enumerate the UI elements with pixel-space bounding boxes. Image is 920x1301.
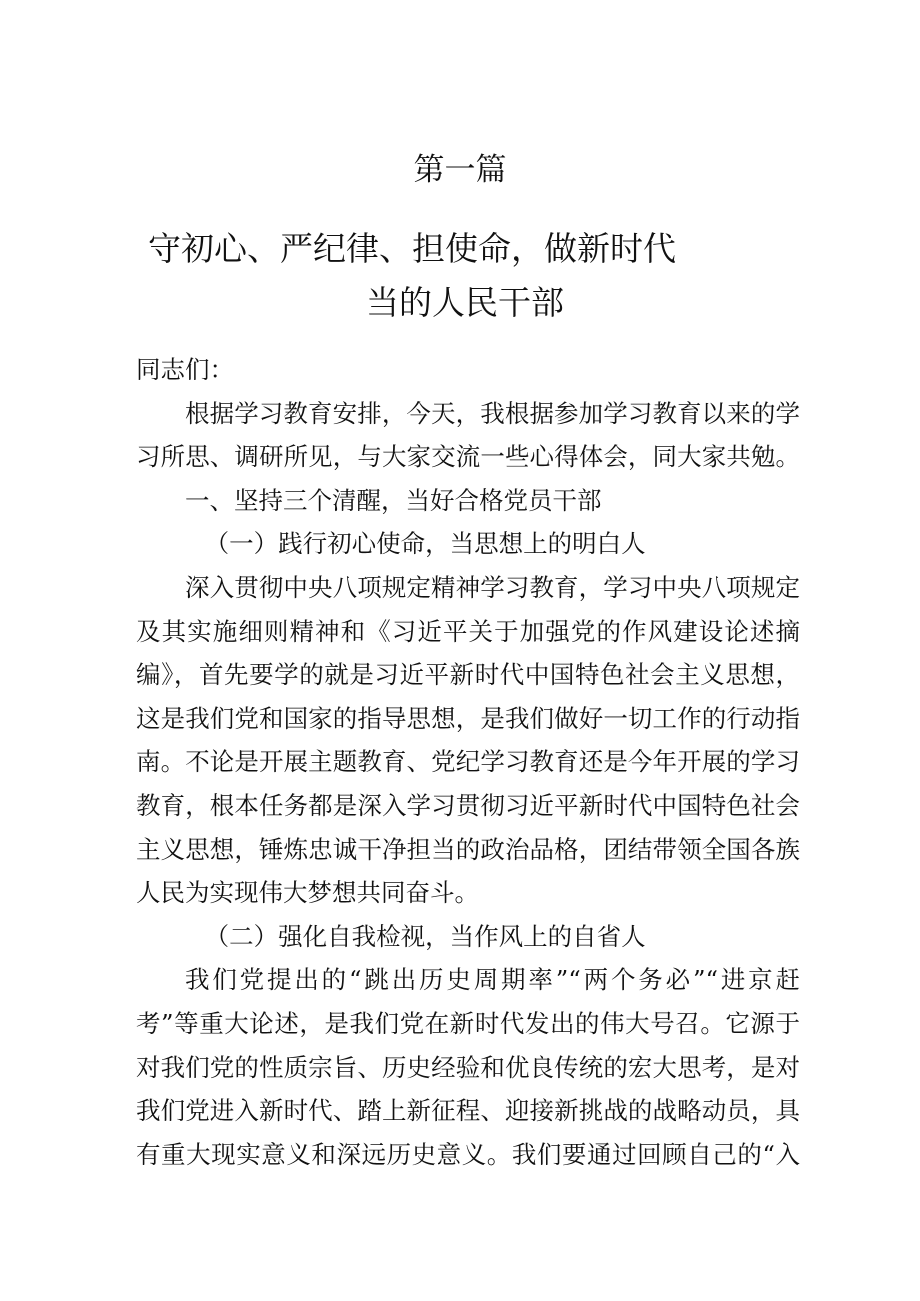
body-text: [136, 348, 800, 1176]
paragraph-line: 我们党进入新时代、踏上新征程、迎接新挑战的战略动员，具: [136, 1096, 800, 1126]
paragraph-2: [136, 958, 800, 1176]
paragraph-line: 及其实施细则精神和《习近平关于加强党的作风建设论述摘: [136, 616, 800, 646]
paragraph-1: [136, 566, 800, 915]
paragraph-line: 主义思想，锤炼忠诚干净担当的政治品格，团结带领全国各族: [136, 834, 800, 864]
chapter-heading: 第一篇: [413, 152, 507, 188]
intro-paragraph: [136, 392, 800, 479]
intro-line: 习所思、调研所见，与大家交流一些心得体会，同大家共勉。: [136, 442, 800, 472]
subsection-heading-1: （一）践行初心使命，当思想上的明白人: [204, 529, 646, 559]
paragraph-line: 这是我们党和国家的指导思想，是我们做好一切工作的行动指: [136, 703, 800, 733]
paragraph-line: 我们党提出的“跳出历史周期率”“两个务必”“进京赶: [185, 965, 800, 995]
paragraph-line: 人民为实现伟大梦想共同奋斗。: [136, 878, 479, 908]
paragraph-line: 对我们党的性质宗旨、历史经验和优良传统的宏大思考，是对: [136, 1052, 800, 1082]
subsection-heading-2: （二）强化自我检视，当作风上的自省人: [204, 921, 646, 951]
paragraph-line: 教育，根本任务都是深入学习贯彻习近平新时代中国特色社会: [136, 790, 800, 820]
intro-line: 根据学习教育安排，今天，我根据参加学习教育以来的学: [185, 398, 800, 428]
section-heading-1: 一、坚持三个清醒，当好合格党员干部: [185, 485, 602, 515]
paragraph-line: 深入贯彻中央八项规定精神学习教育，学习中央八项规定: [185, 572, 800, 602]
title-line-1: 守初心、严纪律、担使命，做新时代: [148, 229, 676, 268]
paragraph-line: 编》，首先要学的就是习近平新时代中国特色社会主义思想，: [136, 660, 800, 690]
salutation: 同志们：: [136, 355, 234, 384]
paragraph-line: 考”等重大论述，是我们党在新时代发出的伟大号召。它源于: [136, 1008, 800, 1038]
paragraph-line: 南。不论是开展主题教育、党纪学习教育还是今年开展的学习: [136, 747, 800, 777]
title-line-2: 当的人民干部: [366, 283, 564, 322]
paragraph-line: 有重大现实意义和深远历史意义。我们要通过回顾自己的“入: [136, 1139, 800, 1169]
